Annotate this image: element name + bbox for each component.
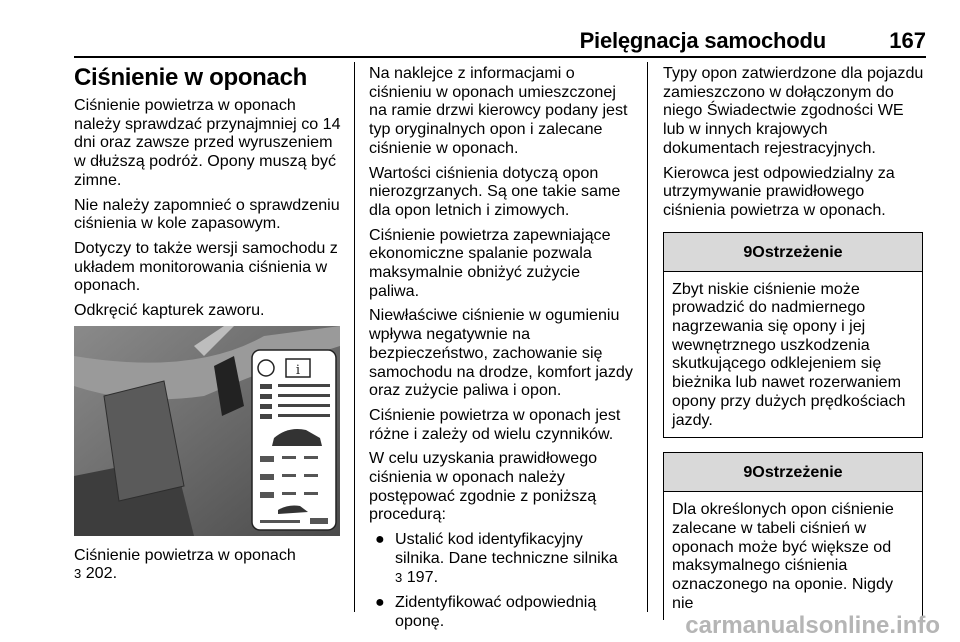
warning-icon: 9	[743, 242, 753, 261]
page-header	[74, 0, 926, 60]
warning-header	[664, 453, 922, 492]
page-footer	[0, 612, 960, 642]
page-reference[interactable]: 202.	[85, 564, 118, 583]
list-item-text: Ustalić kod identyfikacyjny silnika. Dane techniczne silnika	[395, 530, 618, 567]
warning-header	[664, 233, 922, 272]
paragraph: Na naklejce z informacjami o ciśnieniu w oponach umieszczonej na ramie drzwi kierowcy podany jest typ oryginalnych opon i zalecane ciśnienie w oponach.	[369, 64, 628, 157]
page-number: 167	[889, 28, 926, 53]
paragraph: Ciśnienie powietrza zapewniające ekonomiczne spalanie pozwala maksymalnie obniżyć zużycie paliwa.	[369, 225, 611, 300]
paragraph: Dotyczy to także wersji samochodu z układem monitorowania ciśnienia w oponach.	[74, 238, 338, 295]
warning-box	[663, 232, 923, 439]
list-item-text: Zidentyfikować odpowiednią oponę.	[395, 593, 597, 630]
list-item	[369, 530, 633, 587]
page-title: Pielęgnacja samochodu	[579, 28, 826, 53]
paragraph: Odkręcić kapturek zaworu.	[74, 301, 265, 320]
warning-box	[663, 452, 923, 620]
page-reference[interactable]: 197.	[406, 567, 439, 586]
paragraph: Nie należy zapomnieć o sprawdzeniu ciśnienia w kole zapasowym.	[74, 195, 340, 233]
warning-body: Dla określonych opon ciśnienie zalecane w tabeli ciśnień w oponach może być większe od maksymalnego ciśnienia oznaczonego na oponie. Nigdy nie	[672, 500, 894, 612]
column-2	[369, 64, 633, 637]
paragraph: Wartości ciśnienia dotyczą opon nierozgrzanych. Są one takie same dla opon letnich i zimowych.	[369, 163, 621, 219]
paragraph: W celu uzyskania prawidłowego ciśnienia w oponach należy postępować zgodnie z poniższą procedurą:	[369, 449, 598, 524]
warning-title: Ostrzeżenie	[752, 242, 843, 261]
page-reference-icon: 3	[395, 569, 403, 585]
paragraph: Typy opon zatwierdzone dla pojazdu zamieszczono w dołączonym do niego Świadectwie zgodności WE lub w innych krajowych dokumentach rejestracyjnych.	[663, 64, 924, 157]
column-divider-1	[354, 62, 355, 612]
paragraph: Niewłaściwe ciśnienie w ogumieniu wpływa negatywnie na bezpieczeństwo, zachowanie się samochodu na drodze, komfort jazdy oraz zużycie paliwa i opon.	[369, 306, 633, 400]
svg-text:i: i	[295, 362, 301, 378]
bullet-icon: ●	[375, 593, 385, 612]
paragraph: Ciśnienie powietrza w oponach należy sprawdzać przynajmniej co 14 dni oraz zawsze przed wyruszeniem w dłuższą podróż. Opony muszą być zimne.	[74, 96, 341, 189]
warning-icon: 9	[743, 463, 753, 482]
warning-title: Ostrzeżenie	[752, 463, 843, 482]
page-reference-icon: 3	[74, 566, 82, 582]
column-divider-2	[647, 62, 648, 612]
column-3	[663, 64, 928, 620]
paragraph: Kierowca jest odpowiedzialny za utrzymywanie prawidłowego ciśnienia powietrza w oponach.	[663, 163, 895, 219]
figure-caption	[74, 546, 342, 584]
tyre-pressure-figure	[74, 326, 340, 536]
tyre-pressure-illustration	[74, 326, 340, 536]
warning-body: Zbyt niskie ciśnienie może prowadzić do nadmiernego nagrzewania się opony i jej wewnętrznego uszkodzenia skutkującego odklejeniem się bieżnika lub nawet rozerwaniem opony przy dużych prędkościach jazdy.	[672, 279, 906, 429]
paragraph: Ciśnienie powietrza w oponach jest różne i zależy od wielu czynników.	[369, 405, 621, 443]
watermark: carmanualsonline.info	[685, 612, 940, 639]
figure-caption-text: Ciśnienie powietrza w oponach	[74, 545, 296, 564]
section-heading: Ciśnienie w oponach	[74, 64, 307, 91]
header-rule	[74, 56, 926, 58]
bullet-icon: ●	[375, 530, 385, 549]
column-1	[74, 62, 342, 584]
